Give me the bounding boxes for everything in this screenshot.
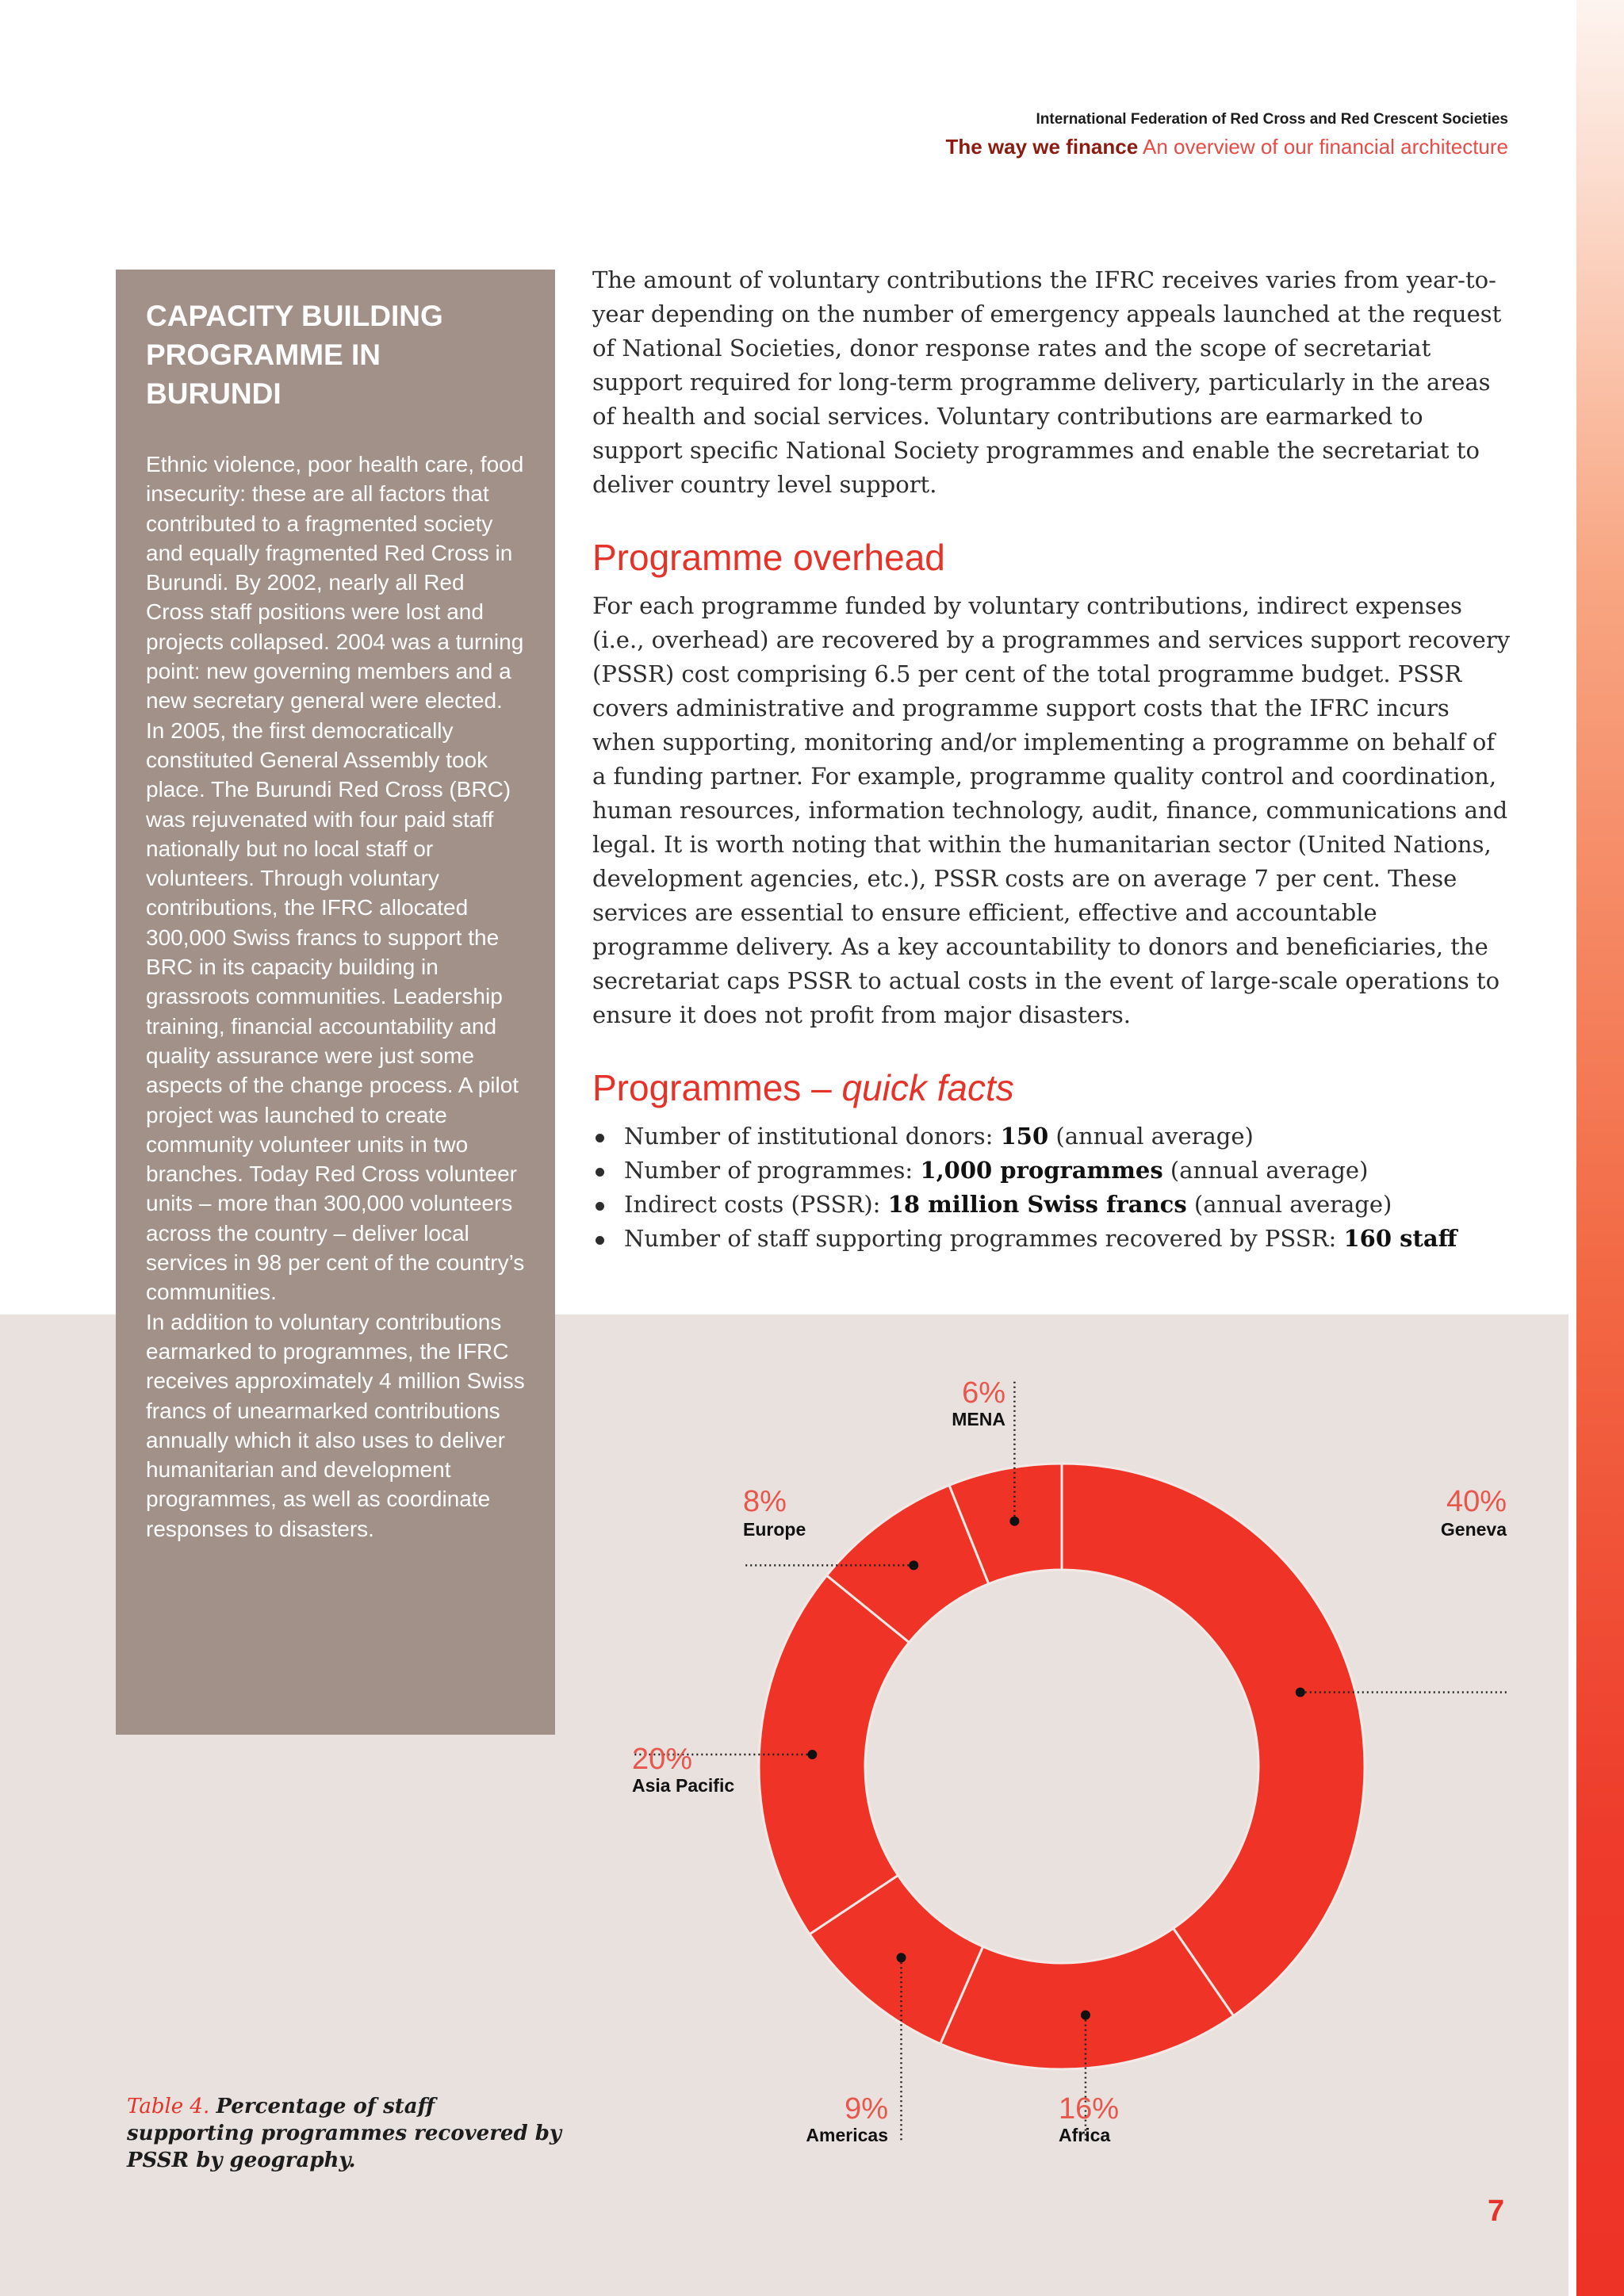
leader-dot-geneva: [1296, 1687, 1305, 1697]
overhead-paragraph: For each programme funded by voluntary contributions, indirect expenses (i.e., overhead) are recovered by a programmes and services support recovery (PSSR) cost comprising 6.5 per cent of the total programme budget. PSSR covers administrative and programme support costs that the IFRC incurs when supporting, monitoring and/or implementing a programme on behalf of a funding partner. For example, programme quality control and coordination, human resources, information technology, audit, finance, communications and legal. It is worth noting that within the humanitarian sector (United Nations, development agencies, etc.), PSSR costs are on average 7 per cent. These services are essential to ensure efficient, effective and accountable programme delivery. As a key accountability to donors and beneficiaries, the secretariat caps PSSR to actual costs in the event of large-scale operations to ensure it does not profit from major disasters.: [592, 592, 1511, 1028]
leader-dot-europe: [909, 1560, 918, 1570]
fact-text: Number of institutional donors:: [624, 1123, 1001, 1150]
case-study-body: Ethnic violence, poor health care, food insecurity: these are all factors that contributed to a fragmented society and equally fragmented Red Cross in Burundi. By 2002, nearly all Red Cross staff positions were lost and projects collapsed. 2004 was a turning point: new governing members and a new secretary general were elected. In 2005, the first democratically constituted General Assembly took place. The Burundi Red Cross (BRC) was rejuvenated with four paid staff nationally but no local staff or volunteers. Through voluntary contributions, the IFRC allocated 300,000 Swiss francs to support the BRC in its capacity building in grassroots communities. Leadership training, financial accountability and quality assurance were just some aspects of the change process. A pilot project was launched to create community volunteer units in two branches. Today Red Cross volunteer units – more than 300,000 volunteers across the country – deliver local services in 98 per cent of the country’s communities.: [146, 452, 525, 1305]
quick-facts-heading-a: Programmes –: [592, 1067, 842, 1108]
case-study-title: CAPACITY BUILDING PROGRAMME IN BURUNDI: [146, 300, 443, 410]
fact-value: 150: [1000, 1123, 1049, 1150]
leader-dot-asia-pacific: [807, 1750, 817, 1759]
pct-label-africa: 16%: [1059, 2092, 1120, 2126]
category-label-geneva: Geneva: [1440, 1519, 1507, 1540]
fact-value: 160 staff: [1343, 1225, 1457, 1252]
publication-subtitle: An overview of our financial architecture: [1142, 135, 1508, 159]
page-number: 7: [1488, 2195, 1505, 2228]
case-study-body-2: In addition to voluntary contributions earmarked to programmes, the IFRC receives approximately 4 million Swiss francs of unearmarked contributions annually which it also uses to deliver humanitarian and development programmes, as well as coordinate responses to disasters.: [146, 1309, 525, 1541]
category-label-americas: Americas: [806, 2125, 888, 2145]
category-label-europe: Europe: [743, 1519, 806, 1540]
fact-note: (annual average): [1186, 1191, 1392, 1218]
fact-text: Number of programmes:: [624, 1157, 921, 1184]
chart-slices: [759, 1464, 1365, 2069]
overhead-heading: Programme overhead: [592, 537, 945, 578]
fact-value: 1,000 programmes: [920, 1157, 1163, 1184]
caption-number: Table 4.: [127, 2095, 210, 2118]
category-label-mena: MENA: [952, 1409, 1005, 1429]
intro-paragraph: The amount of voluntary contributions the IFRC receives varies from year-to-year depending on the number of emergency appeals launched at the request of National Societies, donor response rates and the scope of secretariat support required for long-term programme delivery, particularly in the areas of health and social services. Voluntary contributions are earmarked to support specific National Society programmes and enable the secretariat to deliver country level support.: [592, 266, 1502, 498]
pct-label-mena: 6%: [962, 1376, 1005, 1410]
caption-text: Percentage of staff supporting programmes recovered by PSSR by geography.: [127, 2095, 561, 2172]
fact-text: Indirect costs (PSSR):: [624, 1191, 888, 1218]
fact-note: (annual average): [1162, 1157, 1369, 1184]
pct-label-europe: 8%: [743, 1485, 787, 1518]
pct-label-asia-pacific: 20%: [632, 1743, 693, 1776]
publication-title-bold: The way we finance: [945, 135, 1139, 159]
pct-label-americas: 9%: [845, 2092, 888, 2126]
category-label-asia-pacific: Asia Pacific: [632, 1775, 735, 1796]
donut-slice-asia-pacific: [759, 1575, 910, 1934]
leader-dot-africa: [1081, 2011, 1090, 2020]
fact-value: 18 million Swiss francs: [887, 1191, 1187, 1218]
leader-dot-americas: [897, 1953, 906, 1962]
organization-name: International Federation of Red Cross and Red Crescent Societies: [1036, 111, 1508, 128]
fact-text: Number of staff supporting programmes recovered by PSSR:: [624, 1225, 1344, 1252]
fact-note: (annual average): [1048, 1123, 1254, 1150]
donut-slice-geneva: [1062, 1464, 1365, 2016]
pct-label-geneva: 40%: [1446, 1485, 1507, 1518]
table-caption: [127, 2093, 563, 2174]
leader-dot-mena: [1009, 1517, 1019, 1526]
quick-facts-heading-b: quick facts: [841, 1067, 1014, 1108]
category-label-africa: Africa: [1059, 2125, 1111, 2145]
